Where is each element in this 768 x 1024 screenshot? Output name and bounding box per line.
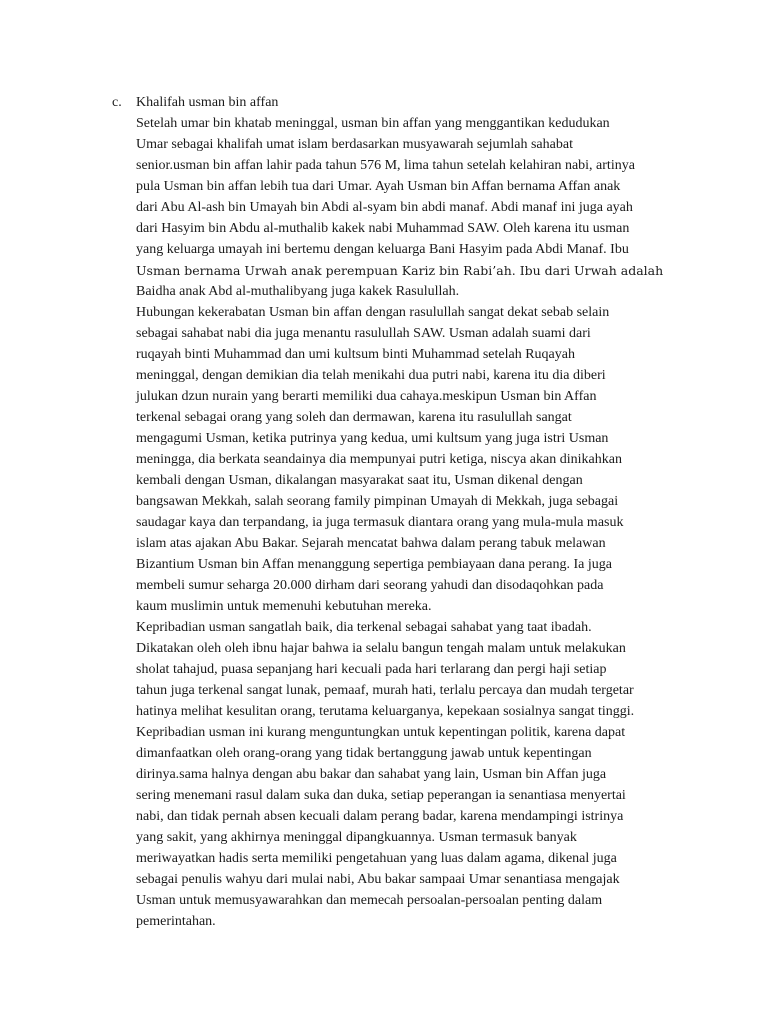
text-line: sebagai sahabat nabi dia juga menantu rasulullah SAW. Usman adalah suami dari	[136, 326, 591, 341]
text-line: tahun juga terkenal sangat lunak, pemaaf, murah hati, terlalu percaya dan mudah tergetar	[136, 683, 634, 698]
text-line: Kepribadian usman sangatlah baik, dia terkenal sebagai sahabat yang taat ibadah.	[136, 620, 592, 635]
text-line: ruqayah binti Muhammad dan umi kultsum binti Muhammad setelah Ruqayah	[136, 347, 575, 362]
text-line: meninggal, dengan demikian dia telah menikahi dua putri nabi, karena itu dia diberi	[136, 368, 606, 383]
text-line: pula Usman bin affan lebih tua dari Umar. Ayah Usman bin Affan bernama Affan anak	[136, 179, 621, 194]
text-line: sebagai penulis wahyu dari mulai nabi, Abu bakar sampaai Umar senantiasa mengajak	[136, 872, 620, 887]
text-line: julukan dzun nurain yang berarti memiliki dua cahaya.meskipun Usman bin Affan	[136, 389, 597, 404]
text-line: Umar sebagai khalifah umat islam berdasarkan musyawarah sejumlah sahabat	[136, 137, 573, 152]
section-heading: Khalifah usman bin affan	[136, 95, 279, 110]
text-line: dirinya.sama halnya dengan abu bakar dan sahabat yang lain, Usman bin Affan juga	[136, 767, 607, 782]
text-line: senior.usman bin affan lahir pada tahun 576 M, lima tahun setelah kelahiran nabi, artinya	[136, 158, 635, 173]
text-line: pemerintahan.	[136, 914, 216, 929]
text-line: mengagumi Usman, ketika putrinya yang kedua, umi kultsum yang juga istri Usman	[136, 431, 609, 446]
text-line: islam atas ajakan Abu Bakar. Sejarah mencatat bahwa dalam perang tabuk melawan	[136, 536, 606, 551]
text-line: saudagar kaya dan terpandang, ia juga termasuk diantara orang yang mula-mula masuk	[136, 515, 624, 530]
text-line: Hubungan kekerabatan Usman bin affan dengan rasulullah sangat dekat sebab selain	[136, 305, 610, 320]
text-line: Usman untuk memusyawarahkan dan memecah persoalan-persoalan penting dalam	[136, 893, 603, 908]
text-line: Setelah umar bin khatab meninggal, usman bin affan yang menggantikan kedudukan	[136, 116, 610, 131]
text-line: Bizantium Usman bin Affan menanggung sepertiga pembiayaan dana perang. Ia juga	[136, 557, 612, 572]
text-line: hatinya melihat kesulitan orang, terutama keluarganya, kepekaan sosialnya sangat tinggi.	[136, 704, 635, 719]
text-line: Dikatakan oleh oleh ibnu hajar bahwa ia selalu bangun tengah malam untuk melakukan	[136, 641, 626, 656]
text-line: dari Abu Al-ash bin Umayah bin Abdi al-syam bin abdi manaf. Abdi manaf ini juga ayah	[136, 200, 633, 215]
text-line: bangsawan Mekkah, salah seorang family pimpinan Umayah di Mekkah, juga sebagai	[136, 494, 619, 509]
text-line: Kepribadian usman ini kurang menguntungkan untuk kepentingan politik, karena dapat	[136, 725, 626, 740]
text-line: dari Hasyim bin Abdu al-muthalib kakek nabi Muhammad SAW. Oleh karena itu usman	[136, 221, 630, 236]
text-line: meningga, dia berkata seandainya dia mempunyai putri ketiga, niscya akan dinikahkan	[136, 452, 622, 467]
body-text	[136, 113, 676, 932]
text-line: nabi, dan tidak pernah absen kecuali dalam perang badar, karena mendampingi istrinya	[136, 809, 624, 824]
list-marker: c.	[112, 95, 122, 110]
text-line: kembali dengan Usman, dikalangan masyarakat saat itu, Usman dikenal dengan	[136, 473, 583, 488]
text-line: dimanfaatkan oleh orang-orang yang tidak bertanggung jawab untuk kepentingan	[136, 746, 592, 761]
text-line: sholat tahajud, puasa sepanjang hari kecuali pada hari terlarang dan pergi haji setiap	[136, 662, 607, 677]
text-line: terkenal sebagai orang yang soleh dan dermawan, karena itu rasulullah sangat	[136, 410, 572, 425]
text-line: Baidha anak Abd al-muthalibyang juga kakek Rasulullah.	[136, 284, 460, 299]
text-line: membeli sumur seharga 20.000 dirham dari seorang yahudi dan disodaqohkan pada	[136, 578, 604, 593]
text-line: yang keluarga umayah ini bertemu dengan keluarga Bani Hasyim pada Abdi Manaf. Ibu	[136, 242, 629, 257]
text-line: yang sakit, yang akhirnya meninggal dipangkuannya. Usman termasuk banyak	[136, 830, 577, 845]
text-line: sering menemani rasul dalam suka dan duka, setiap peperangan ia senantiasa menyertai	[136, 788, 626, 803]
text-line: Usman bernama Urwah anak perempuan Kariz bin Rabi’ah. Ibu dari Urwah adalah	[136, 263, 664, 278]
text-line: kaum muslimin untuk memenuhi kebutuhan mereka.	[136, 599, 432, 614]
text-line: meriwayatkan hadis serta memiliki pengetahuan yang luas dalam agama, dikenal juga	[136, 851, 617, 866]
